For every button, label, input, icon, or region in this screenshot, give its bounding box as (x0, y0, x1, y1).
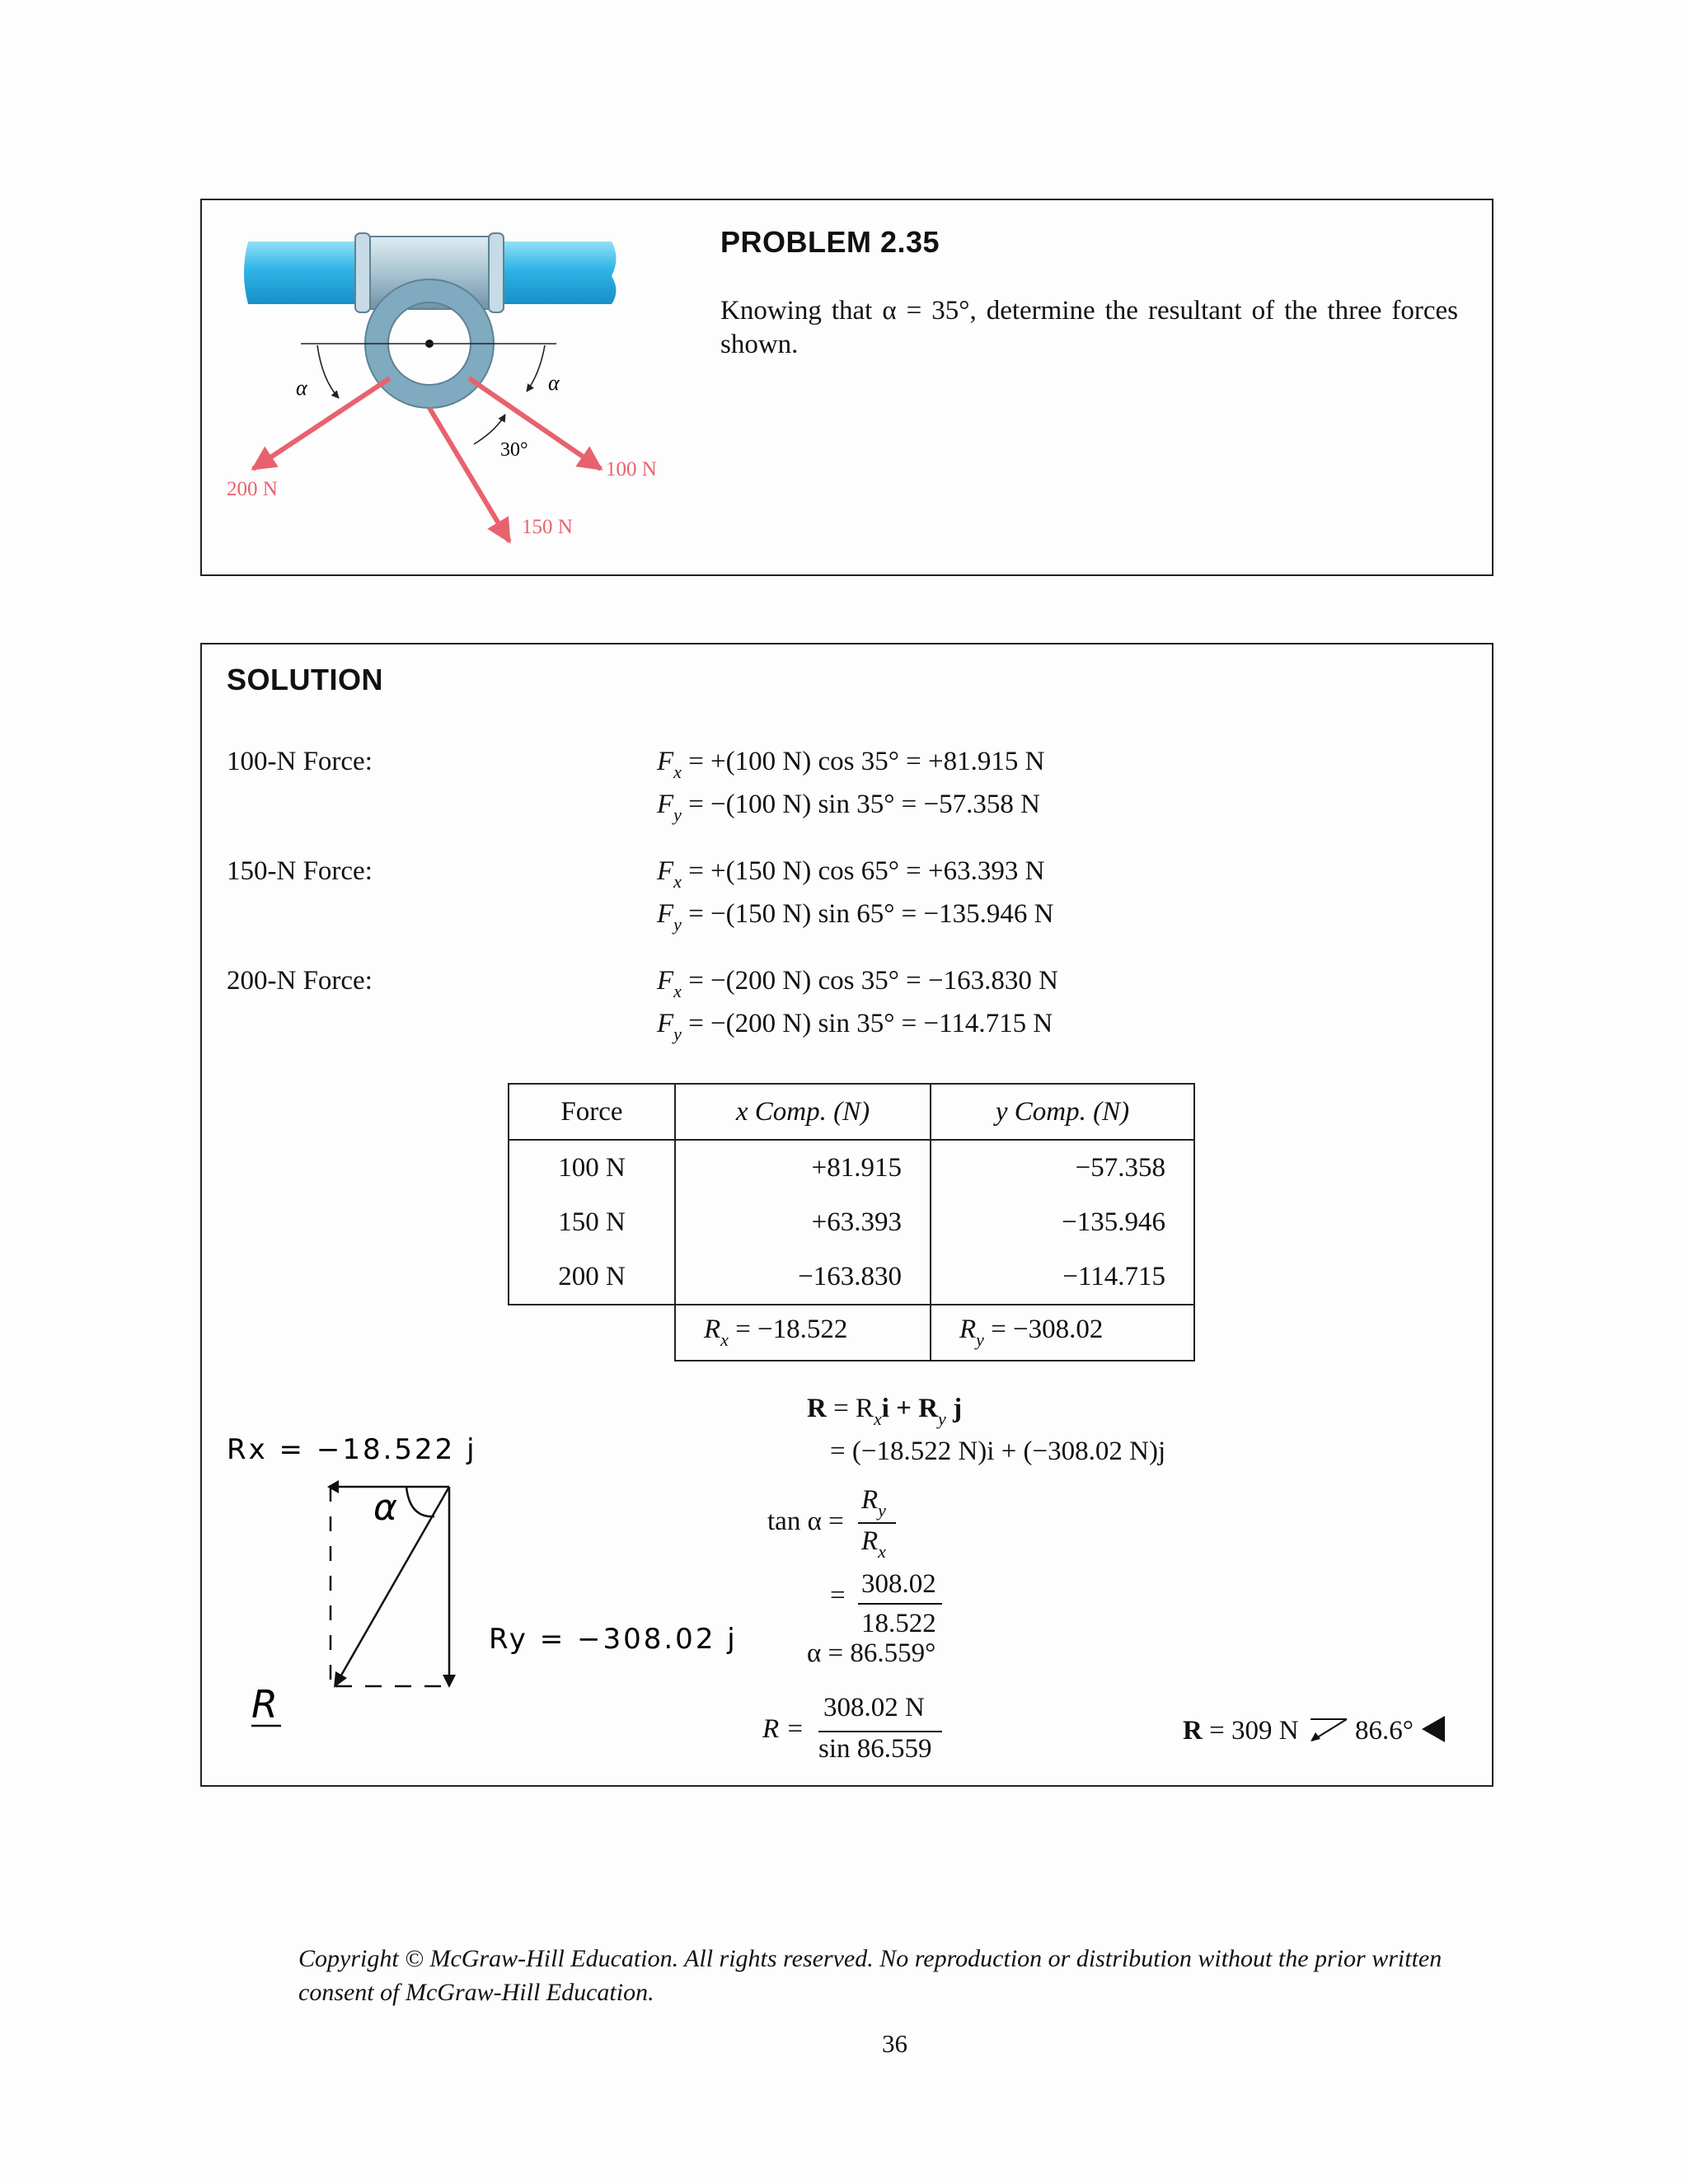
table-cell: −57.358 (931, 1140, 1194, 1195)
eq-200-fy: $F_y = -(200$ N) sin 35° = −114.715 N (657, 1009, 1053, 1044)
vector-sketch (218, 1403, 927, 1782)
table-cell: +81.915 (675, 1140, 931, 1195)
force-200-label: 200 N (227, 478, 278, 500)
table-row (509, 1195, 1194, 1249)
table-cell: −114.715 (931, 1249, 1194, 1305)
r-lhs: R = (762, 1714, 804, 1744)
problem-box (200, 199, 1493, 576)
table-row (509, 1249, 1194, 1305)
alpha-left-label: α (296, 376, 307, 400)
table-cell: −163.830 (675, 1249, 931, 1305)
final-answer: R = 309 N 86.6° (1183, 1714, 1447, 1746)
solution-title: SOLUTION (227, 663, 383, 696)
alpha-right-label: α (548, 371, 560, 395)
problem-statement: Knowing that α = 35°, determine the resultant of the three forces shown. (720, 296, 1458, 359)
force-150-arrow (429, 408, 509, 541)
force-label-150: 150-N Force: (227, 856, 373, 886)
problem-figure (202, 200, 663, 576)
sketch-rx-label: Rx = −18.522 j (227, 1433, 477, 1466)
r-den: sin 86.559 (818, 1734, 932, 1764)
force-150-label: 150 N (522, 516, 573, 538)
table-cell: 100 N (509, 1140, 675, 1195)
angle-30-label: 30° (500, 439, 528, 461)
force-label-200: 200-N Force: (227, 966, 373, 996)
problem-title: PROBLEM 2.35 (720, 225, 940, 259)
table-cell: 200 N (509, 1249, 675, 1305)
eq-200-fx: $F_x = -(200$ N) cos 35° = −163.830 N (657, 966, 1058, 1001)
sketch-ry-label: Ry = −308.02 j (489, 1623, 738, 1656)
table-row (509, 1140, 1194, 1195)
table-sum-row (509, 1305, 1194, 1361)
table-cell: 150 N (509, 1195, 675, 1249)
table-cell: −135.946 (931, 1195, 1194, 1249)
tan-fraction-num: $R_y$ (861, 1485, 886, 1521)
rx-sum: $R_x = -18.522$ (675, 1305, 931, 1361)
tan-eq-sign: = (830, 1581, 846, 1610)
sketch-r-label: R (251, 1682, 278, 1727)
copyright-notice: Copyright © McGraw-Hill Education. All rights reserved. No reproduction or distribution without the prior written consent of McGraw-Hill Education. (298, 1945, 1442, 2006)
tan-fraction-den: $R_x$ (861, 1526, 886, 1562)
direction-arrow-icon (1306, 1716, 1348, 1744)
solution-box (200, 643, 1493, 1787)
tan-lhs: tan α = (767, 1507, 844, 1536)
ry-sum: $R_y = -308.02$ (931, 1305, 1194, 1361)
answer-marker-icon (1420, 1714, 1447, 1744)
table-header-row (509, 1084, 1194, 1140)
eq-100-fy: $F_y = -(100$ N) sin 35° = −57.358 N (657, 790, 1040, 825)
components-table (508, 1083, 1195, 1361)
table-cell: +63.393 (675, 1195, 931, 1249)
sketch-alpha-label: α (373, 1487, 398, 1529)
resultant-vector-eq: $R = R_xi + R_y$ j (807, 1394, 963, 1429)
table-header: y Comp. (N) (931, 1084, 1194, 1140)
force-label-100: 100-N Force: (227, 747, 373, 776)
eq-100-fx: $F_x = +(100$ N) cos 35° = +81.915 N (657, 747, 1045, 782)
num-308: 308.02 (861, 1569, 936, 1599)
r-num: 308.02 N (823, 1693, 925, 1722)
table-header: x Comp. (N) (675, 1084, 931, 1140)
den-18: 18.522 (861, 1609, 936, 1638)
force-100-arrow (469, 378, 601, 469)
page-number: 36 (882, 2029, 907, 2058)
force-200-arrow (253, 378, 390, 469)
eq-150-fy: $F_y = -(150$ N) sin 65° = −135.946 N (657, 899, 1054, 935)
table-header: Force (509, 1084, 675, 1140)
eq-150-fx: $F_x = +(150$ N) cos 65° = +63.393 N (657, 856, 1045, 892)
alpha-result: α = 86.559° (807, 1638, 936, 1668)
resultant-components-eq: = (−18.522 N)i + (−308.02 N)j (830, 1436, 1166, 1466)
force-100-label: 100 N (606, 458, 657, 480)
